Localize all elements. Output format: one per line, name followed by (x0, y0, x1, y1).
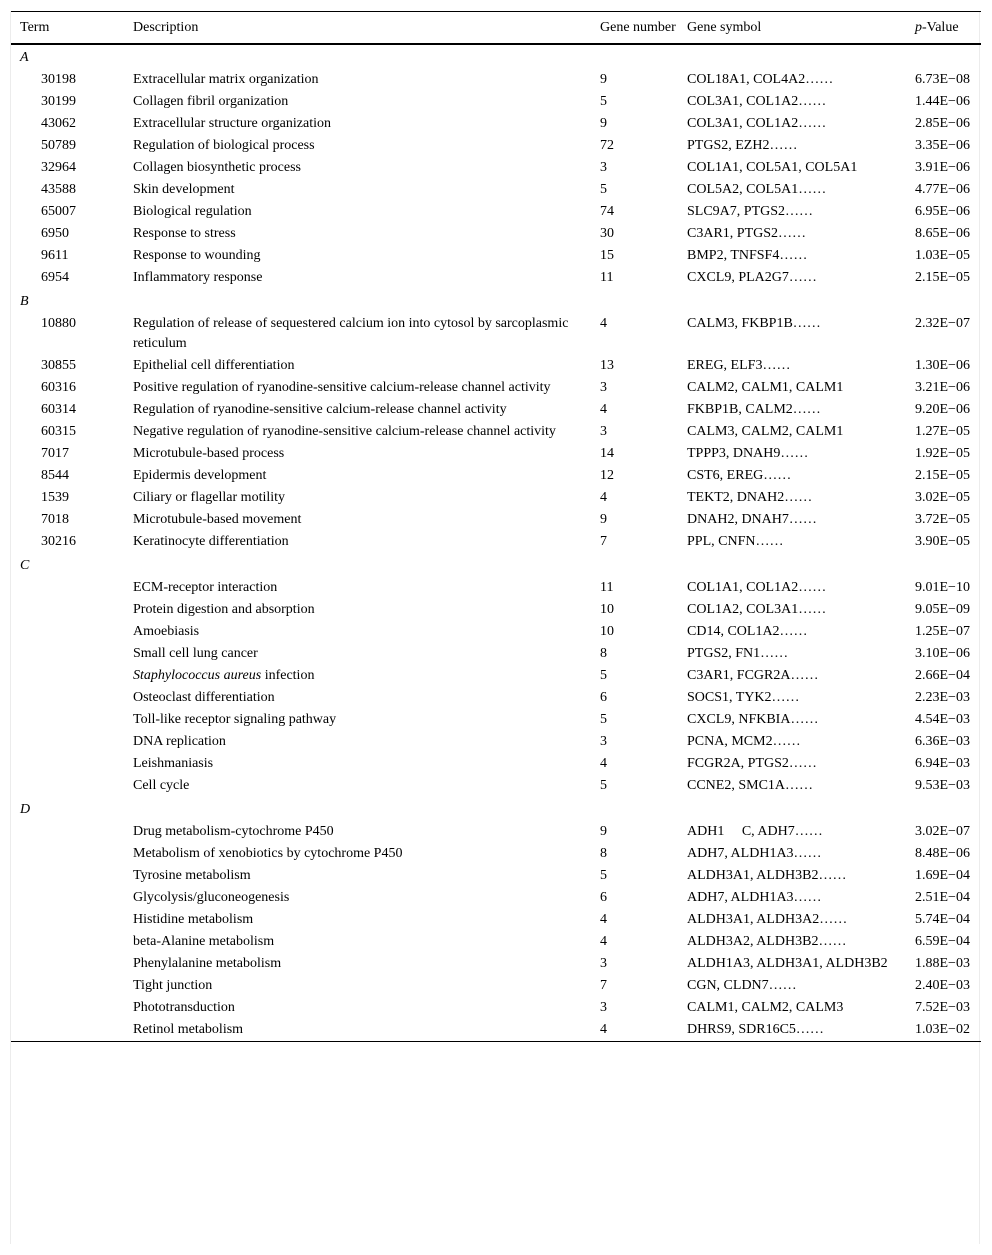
cell-p-value: 3.21E−06 (915, 380, 970, 395)
table-row (11, 975, 981, 997)
cell-p-value: 1.25E−07 (915, 624, 970, 639)
cell-term (11, 975, 133, 997)
cell-description: Microtubule-based movement (133, 512, 302, 527)
cell-description: Protein digestion and absorption (133, 602, 315, 617)
cell-gene-number: 3 (600, 956, 607, 971)
cell-p-value: 7.52E−03 (915, 1000, 970, 1015)
cell-description: Leishmaniasis (133, 756, 214, 771)
cell-description: Small cell lung cancer (133, 646, 258, 661)
cell-description: Regulation of biological process (133, 138, 315, 153)
header-p-value (915, 12, 981, 45)
cell-term (11, 821, 133, 843)
cell-p-value: 1.03E−05 (915, 248, 970, 263)
cell-description: Skin development (133, 182, 235, 197)
cell-term: 1539 (41, 490, 69, 505)
cell-p-value: 1.92E−05 (915, 446, 970, 461)
cell-term: 60316 (41, 380, 76, 395)
cell-gene-number: 15 (600, 248, 614, 263)
cell-gene-symbol: FCGR2A, PTGS2…… (687, 756, 817, 771)
cell-term: 43588 (41, 182, 76, 197)
cell-p-value: 2.15E−05 (915, 468, 970, 483)
table-row (11, 157, 981, 179)
cell-gene-number: 4 (600, 316, 607, 331)
cell-p-value: 2.51E−04 (915, 890, 970, 905)
table-row (11, 865, 981, 887)
cell-p-value: 1.30E−06 (915, 358, 970, 373)
cell-term (11, 775, 133, 797)
table-row (11, 577, 981, 599)
cell-term: 32964 (41, 160, 76, 175)
cell-gene-symbol: COL5A2, COL5A1…… (687, 182, 827, 197)
cell-gene-number: 8 (600, 846, 607, 861)
cell-description: Keratinocyte differentiation (133, 534, 289, 549)
cell-gene-symbol: PTGS2, EZH2…… (687, 138, 798, 153)
cell-p-value: 2.32E−07 (915, 316, 970, 331)
cell-term (11, 687, 133, 709)
table-row (11, 313, 981, 355)
cell-gene-symbol: C3AR1, FCGR2A…… (687, 668, 819, 683)
cell-term: 30216 (41, 534, 76, 549)
cell-gene-number: 3 (600, 380, 607, 395)
cell-gene-number: 9 (600, 824, 607, 839)
cell-term (11, 709, 133, 731)
cell-gene-number: 30 (600, 226, 614, 241)
cell-gene-number: 5 (600, 868, 607, 883)
cell-gene-symbol: ALDH1A3, ALDH3A1, ALDH3B2 (687, 956, 888, 971)
description-italic-part: Staphylococcus aureus (133, 668, 262, 683)
cell-gene-symbol: COL1A1, COL1A2…… (687, 580, 827, 595)
cell-gene-number: 4 (600, 402, 607, 417)
cell-term: 7018 (41, 512, 69, 527)
cell-gene-symbol: CD14, COL1A2…… (687, 624, 808, 639)
cell-p-value: 9.05E−09 (915, 602, 970, 617)
cell-gene-number: 6 (600, 690, 607, 705)
table-row (11, 1019, 981, 1042)
cell-gene-symbol: SOCS1, TYK2…… (687, 690, 800, 705)
cell-p-value: 1.27E−05 (915, 424, 970, 439)
cell-term: 50789 (41, 138, 76, 153)
cell-gene-number: 5 (600, 94, 607, 109)
cell-term (11, 665, 133, 687)
cell-gene-symbol: CXCL9, NFKBIA…… (687, 712, 819, 727)
cell-description: Histidine metabolism (133, 912, 254, 927)
cell-p-value: 6.36E−03 (915, 734, 970, 749)
cell-gene-number: 3 (600, 1000, 607, 1015)
cell-p-value: 6.94E−03 (915, 756, 970, 771)
cell-term (11, 997, 133, 1019)
cell-description: DNA replication (133, 734, 226, 749)
table-row (11, 997, 981, 1019)
header-gene-number: Gene number (600, 20, 676, 35)
cell-gene-symbol: BMP2, TNFSF4…… (687, 248, 808, 263)
cell-gene-number: 8 (600, 646, 607, 661)
cell-gene-number: 7 (600, 534, 607, 549)
section-row (11, 44, 981, 69)
table-row (11, 91, 981, 113)
table-row (11, 887, 981, 909)
cell-p-value: 2.40E−03 (915, 978, 970, 993)
table-row (11, 643, 981, 665)
table-row (11, 665, 981, 687)
cell-p-value: 3.10E−06 (915, 646, 970, 661)
cell-p-value: 2.85E−06 (915, 116, 970, 131)
cell-gene-symbol: ALDH3A2, ALDH3B2…… (687, 934, 847, 949)
cell-p-value: 5.74E−04 (915, 912, 970, 927)
table-row (11, 509, 981, 531)
table-row (11, 531, 981, 553)
cell-term (11, 931, 133, 953)
cell-gene-symbol: COL18A1, COL4A2…… (687, 72, 834, 87)
cell-description: Collagen biosynthetic process (133, 160, 301, 175)
cell-gene-symbol: CALM2, CALM1, CALM1 (687, 380, 844, 395)
cell-gene-number: 3 (600, 424, 607, 439)
cell-gene-number: 10 (600, 602, 614, 617)
table-row (11, 421, 981, 443)
cell-term: 8544 (41, 468, 69, 483)
cell-gene-symbol: CALM1, CALM2, CALM3 (687, 1000, 844, 1015)
cell-term (11, 753, 133, 775)
table-row (11, 201, 981, 223)
cell-p-value: 1.03E−02 (915, 1022, 970, 1037)
cell-term: 6950 (41, 226, 69, 241)
cell-gene-number: 12 (600, 468, 614, 483)
table-row (11, 487, 981, 509)
cell-gene-number: 7 (600, 978, 607, 993)
header-term: Term (20, 20, 50, 35)
table-row (11, 953, 981, 975)
cell-description: Ciliary or flagellar motility (133, 490, 286, 505)
cell-gene-symbol: ADH7, ALDH1A3…… (687, 890, 822, 905)
cell-p-value: 6.95E−06 (915, 204, 970, 219)
cell-p-value: 3.72E−05 (915, 512, 970, 527)
table-row (11, 113, 981, 135)
cell-gene-number: 13 (600, 358, 614, 373)
cell-description: Tyrosine metabolism (133, 868, 251, 883)
table-row (11, 267, 981, 289)
table-row (11, 621, 981, 643)
cell-p-value: 1.88E−03 (915, 956, 970, 971)
cell-description: Phototransduction (133, 1000, 235, 1015)
enrichment-table (11, 11, 981, 1042)
cell-gene-symbol: CALM3, CALM2, CALM1 (687, 424, 844, 439)
cell-gene-symbol: CST6, EREG…… (687, 468, 792, 483)
header-gene-symbol: Gene symbol (687, 20, 762, 35)
cell-description (133, 665, 600, 687)
header-description: Description (133, 20, 199, 35)
cell-gene-symbol: PPL, CNFN…… (687, 534, 784, 549)
cell-gene-number: 3 (600, 160, 607, 175)
table-row (11, 909, 981, 931)
section-label: D (20, 802, 31, 817)
cell-term (11, 731, 133, 753)
cell-gene-number: 4 (600, 756, 607, 771)
cell-p-value: 3.02E−07 (915, 824, 970, 839)
cell-term: 7017 (41, 446, 69, 461)
cell-gene-symbol: TEKT2, DNAH2…… (687, 490, 813, 505)
cell-gene-symbol: ALDH3A1, ALDH3A2…… (687, 912, 848, 927)
cell-p-value: 9.01E−10 (915, 580, 970, 595)
section-label: B (20, 294, 29, 309)
cell-gene-symbol: PTGS2, FN1…… (687, 646, 789, 661)
cell-gene-symbol: COL3A1, COL1A2…… (687, 116, 827, 131)
cell-term: 43062 (41, 116, 76, 131)
cell-gene-number: 4 (600, 1022, 607, 1037)
header-p-value-suffix: -Value (922, 20, 959, 35)
cell-gene-number: 9 (600, 72, 607, 87)
cell-p-value: 9.53E−03 (915, 778, 970, 793)
cell-gene-number: 9 (600, 512, 607, 527)
cell-description: Inflammatory response (133, 270, 263, 285)
cell-gene-symbol: CGN, CLDN7…… (687, 978, 797, 993)
cell-gene-symbol: ADH7, ALDH1A3…… (687, 846, 822, 861)
cell-term: 30198 (41, 72, 76, 87)
section-label: A (20, 50, 29, 65)
cell-gene-symbol: TPPP3, DNAH9…… (687, 446, 809, 461)
cell-gene-symbol: SLC9A7, PTGS2…… (687, 204, 814, 219)
table-row (11, 731, 981, 753)
table-row (11, 465, 981, 487)
cell-description: Microtubule-based process (133, 446, 285, 461)
cell-description: Biological regulation (133, 204, 252, 219)
cell-term: 6954 (41, 270, 69, 285)
cell-p-value: 3.91E−06 (915, 160, 970, 175)
cell-term: 30199 (41, 94, 76, 109)
cell-description: Regulation of release of sequestered calcium ion into cytosol by sarcoplasmic reticulum (133, 316, 569, 351)
cell-gene-number: 11 (600, 580, 614, 595)
table-header-row (11, 12, 981, 45)
cell-gene-number: 5 (600, 778, 607, 793)
cell-p-value: 8.48E−06 (915, 846, 970, 861)
cell-description: ECM-receptor interaction (133, 580, 278, 595)
cell-description: Positive regulation of ryanodine-sensitive calcium-release channel activity (133, 380, 551, 395)
cell-term (11, 599, 133, 621)
table-row (11, 753, 981, 775)
cell-term: 10880 (41, 316, 76, 331)
cell-gene-symbol: FKBP1B, CALM2…… (687, 402, 821, 417)
cell-description: Tight junction (133, 978, 213, 993)
description-rest: infection (261, 668, 315, 683)
cell-p-value: 6.73E−08 (915, 72, 970, 87)
cell-description: beta-Alanine metabolism (133, 934, 275, 949)
cell-description: Amoebiasis (133, 624, 200, 639)
header-p-value-prefix: p (915, 20, 922, 35)
table-body (11, 44, 981, 1042)
cell-gene-symbol: EREG, ELF3…… (687, 358, 791, 373)
cell-gene-symbol: COL1A1, COL5A1, COL5A1 (687, 160, 858, 175)
cell-term (11, 843, 133, 865)
cell-term (11, 1019, 133, 1042)
cell-description: Metabolism of xenobiotics by cytochrome P450 (133, 846, 403, 861)
cell-gene-number: 5 (600, 712, 607, 727)
cell-p-value: 6.59E−04 (915, 934, 970, 949)
cell-term: 30855 (41, 358, 76, 373)
cell-gene-symbol: ADH1 C, ADH7…… (687, 824, 823, 839)
cell-description: Cell cycle (133, 778, 190, 793)
cell-term: 60315 (41, 424, 76, 439)
cell-gene-number: 72 (600, 138, 614, 153)
cell-p-value: 3.90E−05 (915, 534, 970, 549)
cell-gene-symbol: C3AR1, PTGS2…… (687, 226, 807, 241)
table-row (11, 821, 981, 843)
cell-description: Toll-like receptor signaling pathway (133, 712, 337, 727)
table-row (11, 775, 981, 797)
table-row (11, 599, 981, 621)
cell-p-value: 3.35E−06 (915, 138, 970, 153)
cell-term (11, 643, 133, 665)
cell-p-value: 1.44E−06 (915, 94, 970, 109)
cell-p-value: 3.02E−05 (915, 490, 970, 505)
table-row (11, 377, 981, 399)
cell-gene-number: 5 (600, 182, 607, 197)
section-row (11, 797, 981, 821)
section-label: C (20, 558, 30, 573)
cell-description: Extracellular matrix organization (133, 72, 319, 87)
cell-gene-number: 11 (600, 270, 614, 285)
cell-term (11, 865, 133, 887)
cell-p-value: 1.69E−04 (915, 868, 970, 883)
cell-gene-number: 14 (600, 446, 614, 461)
section-row (11, 289, 981, 313)
cell-p-value: 4.77E−06 (915, 182, 970, 197)
cell-description: Phenylalanine metabolism (133, 956, 282, 971)
cell-term (11, 887, 133, 909)
cell-gene-number: 4 (600, 934, 607, 949)
cell-term: 9611 (41, 248, 69, 263)
cell-description: Glycolysis/gluconeogenesis (133, 890, 290, 905)
cell-gene-symbol: PCNA, MCM2…… (687, 734, 801, 749)
cell-description: Osteoclast differentiation (133, 690, 275, 705)
cell-p-value: 8.65E−06 (915, 226, 970, 241)
table-row (11, 931, 981, 953)
cell-gene-symbol: CALM3, FKBP1B…… (687, 316, 821, 331)
cell-p-value: 2.23E−03 (915, 690, 970, 705)
cell-description: Epithelial cell differentiation (133, 358, 295, 373)
cell-gene-number: 9 (600, 116, 607, 131)
table-row (11, 687, 981, 709)
table-row (11, 843, 981, 865)
cell-term: 65007 (41, 204, 76, 219)
table-row (11, 709, 981, 731)
cell-gene-symbol: DNAH2, DNAH7…… (687, 512, 817, 527)
cell-description: Response to stress (133, 226, 236, 241)
cell-gene-symbol: CXCL9, PLA2G7…… (687, 270, 817, 285)
cell-term (11, 909, 133, 931)
cell-term (11, 577, 133, 599)
cell-gene-number: 5 (600, 668, 607, 683)
cell-p-value: 4.54E−03 (915, 712, 970, 727)
cell-description: Drug metabolism-cytochrome P450 (133, 824, 334, 839)
table-row (11, 179, 981, 201)
cell-description: Negative regulation of ryanodine-sensitive calcium-release channel activity (133, 424, 556, 439)
cell-description: Response to wounding (133, 248, 261, 263)
table-row (11, 399, 981, 421)
cell-gene-number: 10 (600, 624, 614, 639)
table-row (11, 355, 981, 377)
cell-description: Epidermis development (133, 468, 267, 483)
table-row (11, 245, 981, 267)
cell-description: Extracellular structure organization (133, 116, 331, 131)
cell-description: Collagen fibril organization (133, 94, 289, 109)
cell-gene-symbol: COL1A2, COL3A1…… (687, 602, 827, 617)
table-row (11, 443, 981, 465)
table-row (11, 223, 981, 245)
cell-description: Retinol metabolism (133, 1022, 244, 1037)
cell-p-value: 2.15E−05 (915, 270, 970, 285)
cell-term: 60314 (41, 402, 76, 417)
cell-gene-symbol: ALDH3A1, ALDH3B2…… (687, 868, 847, 883)
cell-p-value: 9.20E−06 (915, 402, 970, 417)
cell-term (11, 621, 133, 643)
section-row (11, 553, 981, 577)
cell-gene-symbol: DHRS9, SDR16C5…… (687, 1022, 824, 1037)
cell-gene-symbol: COL3A1, COL1A2…… (687, 94, 827, 109)
cell-term (11, 953, 133, 975)
cell-gene-symbol: CCNE2, SMC1A…… (687, 778, 814, 793)
table-row (11, 135, 981, 157)
cell-gene-number: 74 (600, 204, 614, 219)
cell-gene-number: 4 (600, 490, 607, 505)
cell-gene-number: 6 (600, 890, 607, 905)
cell-gene-number: 3 (600, 734, 607, 749)
table-row (11, 69, 981, 91)
cell-gene-number: 4 (600, 912, 607, 927)
cell-p-value: 2.66E−04 (915, 668, 970, 683)
cell-description: Regulation of ryanodine-sensitive calcium-release channel activity (133, 402, 507, 417)
